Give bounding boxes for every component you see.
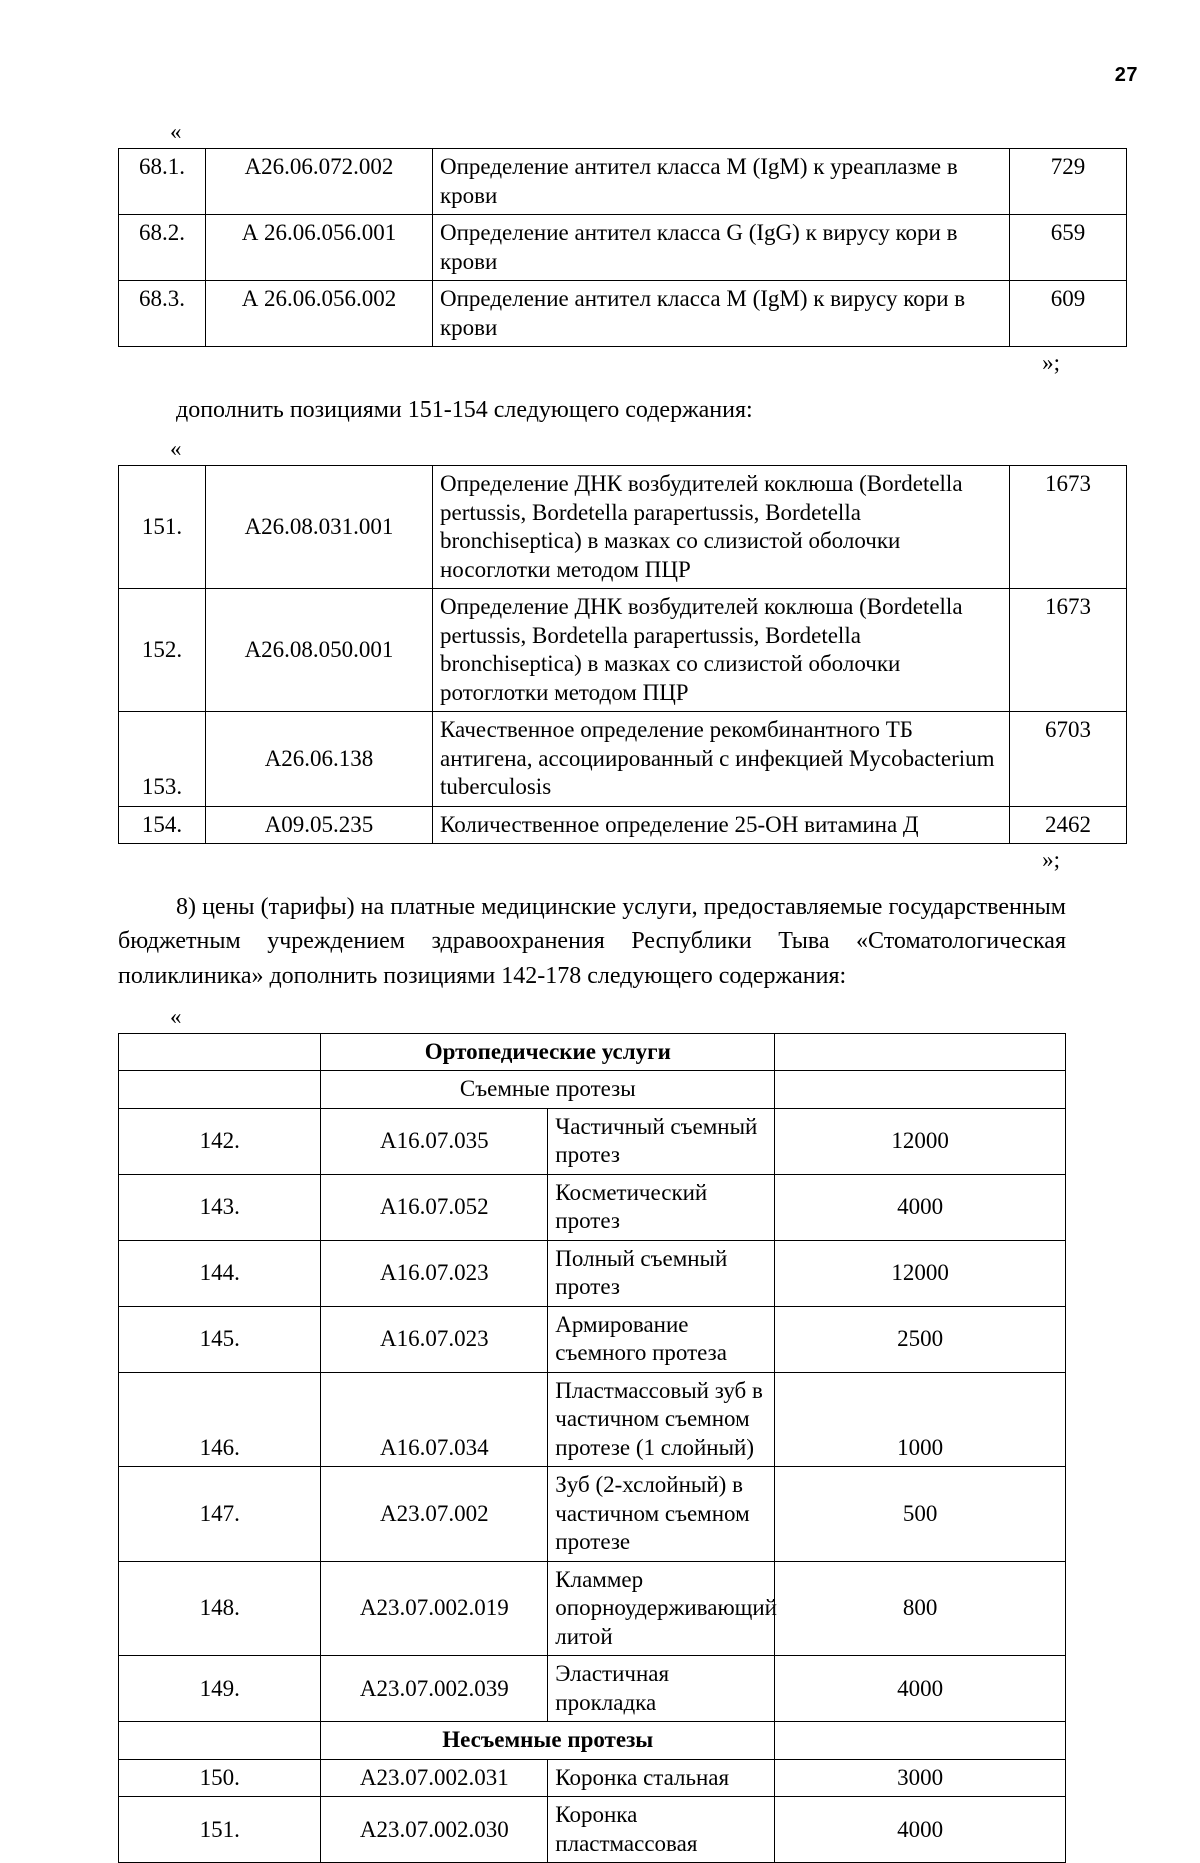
row-number: 68.1. bbox=[119, 149, 206, 215]
row-number: 147. bbox=[119, 1467, 321, 1562]
service-price: 800 bbox=[775, 1561, 1066, 1656]
service-code: А16.07.035 bbox=[321, 1108, 548, 1174]
subsection-title-fixed: Несъемные протезы bbox=[321, 1722, 775, 1760]
table-row bbox=[119, 149, 1127, 215]
service-name: Полный съемный протез bbox=[548, 1240, 775, 1306]
service-price: 6703 bbox=[1010, 712, 1127, 807]
table-row bbox=[119, 1656, 1066, 1722]
service-code: А26.08.031.001 bbox=[206, 466, 433, 589]
service-price: 2462 bbox=[1010, 806, 1127, 844]
service-code: А23.07.002.039 bbox=[321, 1656, 548, 1722]
page-number: 27 bbox=[1114, 64, 1138, 86]
service-price: 3000 bbox=[775, 1759, 1066, 1797]
service-name: Определение антител класса М (IgM) к уреаплазме в крови bbox=[433, 149, 1010, 215]
row-number: 153. bbox=[119, 712, 206, 807]
service-price: 2500 bbox=[775, 1306, 1066, 1372]
table-antibody-tests bbox=[118, 148, 1127, 347]
empty-cell bbox=[775, 1033, 1066, 1071]
service-code: А16.07.052 bbox=[321, 1174, 548, 1240]
row-number: 151. bbox=[119, 1797, 321, 1863]
service-code: А 26.06.056.002 bbox=[206, 281, 433, 347]
service-price: 12000 bbox=[775, 1108, 1066, 1174]
service-code: А 26.06.056.001 bbox=[206, 215, 433, 281]
service-code: А26.06.138 bbox=[206, 712, 433, 807]
table-row bbox=[119, 712, 1127, 807]
service-name: Качественное определение рекомбинантного ТБ антигена, ассоциированный с инфекцией Mycobacterium tuberculosis bbox=[433, 712, 1010, 807]
service-code: А09.05.235 bbox=[206, 806, 433, 844]
empty-cell bbox=[119, 1722, 321, 1760]
service-code: А23.07.002.019 bbox=[321, 1561, 548, 1656]
service-code: А23.07.002.031 bbox=[321, 1759, 548, 1797]
row-number: 143. bbox=[119, 1174, 321, 1240]
table-row bbox=[119, 1372, 1066, 1467]
service-name: Коронка стальная bbox=[548, 1759, 775, 1797]
service-price: 1673 bbox=[1010, 466, 1127, 589]
service-price: 659 bbox=[1010, 215, 1127, 281]
service-name: Определение ДНК возбудителей коклюша (Bordetella pertussis, Bordetella parapertussis, Bordetella bronchiseptica) в мазках со слизистой оболочки носоглотки методом ПЦР bbox=[433, 466, 1010, 589]
quote-close-marker-1: »; bbox=[1042, 350, 1060, 376]
service-name: Коронка пластмассовая bbox=[548, 1797, 775, 1863]
section-title-orthopedic: Ортопедические услуги bbox=[321, 1033, 775, 1071]
row-number: 145. bbox=[119, 1306, 321, 1372]
empty-cell bbox=[119, 1033, 321, 1071]
quote-close-marker-2: »; bbox=[1042, 847, 1060, 873]
table-row bbox=[119, 281, 1127, 347]
empty-cell bbox=[119, 1071, 321, 1109]
service-price: 609 bbox=[1010, 281, 1127, 347]
service-code: А26.06.072.002 bbox=[206, 149, 433, 215]
service-code: А23.07.002.030 bbox=[321, 1797, 548, 1863]
service-code: А16.07.023 bbox=[321, 1306, 548, 1372]
table-row bbox=[119, 1561, 1066, 1656]
row-number: 149. bbox=[119, 1656, 321, 1722]
service-price: 4000 bbox=[775, 1656, 1066, 1722]
service-name: Определение антител класса М (IgM) к вирусу кори в крови bbox=[433, 281, 1010, 347]
table-row bbox=[119, 1797, 1066, 1863]
service-code: А16.07.034 bbox=[321, 1372, 548, 1467]
quote-open-marker-3: « bbox=[170, 1003, 182, 1029]
table-row bbox=[119, 1108, 1066, 1174]
quote-open-marker-2: « bbox=[170, 436, 182, 462]
table-row bbox=[119, 215, 1127, 281]
row-number: 68.2. bbox=[119, 215, 206, 281]
service-price: 500 bbox=[775, 1467, 1066, 1562]
table-row bbox=[119, 1306, 1066, 1372]
table-row bbox=[119, 1240, 1066, 1306]
service-name: Кламмер опорноудерживающий литой bbox=[548, 1561, 775, 1656]
service-code: А16.07.023 bbox=[321, 1240, 548, 1306]
row-number: 144. bbox=[119, 1240, 321, 1306]
service-name: Определение антител класса G (IgG) к вирусу кори в крови bbox=[433, 215, 1010, 281]
row-number: 148. bbox=[119, 1561, 321, 1656]
paragraph-item-8: 8) цены (тарифы) на платные медицинские услуги, предоставляемые государственным бюджетным учреждением здравоохранения Республики Тыва «Стоматологическая поликлиника» дополнить позициями 142-178 следующего содержания: bbox=[118, 894, 1066, 989]
row-number: 154. bbox=[119, 806, 206, 844]
table-row bbox=[119, 1174, 1066, 1240]
row-number: 151. bbox=[119, 466, 206, 589]
service-code: А23.07.002 bbox=[321, 1467, 548, 1562]
paragraph-add-positions: дополнить позициями 151-154 следующего содержания: bbox=[176, 397, 753, 424]
service-name: Армирование съемного протеза bbox=[548, 1306, 775, 1372]
row-number: 152. bbox=[119, 589, 206, 712]
page-content bbox=[118, 119, 1091, 1863]
row-number: 142. bbox=[119, 1108, 321, 1174]
table-subsection-header-row bbox=[119, 1722, 1066, 1760]
service-name: Косметический протез bbox=[548, 1174, 775, 1240]
table-orthopedic-services bbox=[118, 1033, 1066, 1863]
table-subsection-header-row bbox=[119, 1071, 1066, 1109]
service-price: 12000 bbox=[775, 1240, 1066, 1306]
service-price: 729 bbox=[1010, 149, 1127, 215]
table-section-header-row bbox=[119, 1033, 1066, 1071]
service-name: Зуб (2-хслойный) в частичном съемном протезе bbox=[548, 1467, 775, 1562]
table-row bbox=[119, 1467, 1066, 1562]
service-price: 4000 bbox=[775, 1797, 1066, 1863]
subsection-title-removable: Съемные протезы bbox=[321, 1071, 775, 1109]
service-name: Определение ДНК возбудителей коклюша (Bordetella pertussis, Bordetella parapertussis, Bordetella bronchiseptica) в мазках со слизистой оболочки ротоглотки методом ПЦР bbox=[433, 589, 1010, 712]
row-number: 150. bbox=[119, 1759, 321, 1797]
service-price: 1000 bbox=[775, 1372, 1066, 1467]
service-name: Пластмассовый зуб в частичном съемном протезе (1 слойный) bbox=[548, 1372, 775, 1467]
empty-cell bbox=[775, 1722, 1066, 1760]
service-code: А26.08.050.001 bbox=[206, 589, 433, 712]
table-row bbox=[119, 1759, 1066, 1797]
service-name: Эластичная прокладка bbox=[548, 1656, 775, 1722]
table-row bbox=[119, 589, 1127, 712]
table-row bbox=[119, 466, 1127, 589]
service-name: Частичный съемный протез bbox=[548, 1108, 775, 1174]
row-number: 68.3. bbox=[119, 281, 206, 347]
row-number: 146. bbox=[119, 1372, 321, 1467]
service-price: 1673 bbox=[1010, 589, 1127, 712]
service-name: Количественное определение 25-ОН витамина Д bbox=[433, 806, 1010, 844]
quote-open-marker-1: « bbox=[170, 119, 182, 144]
table-pcr-tests bbox=[118, 465, 1127, 844]
empty-cell bbox=[775, 1071, 1066, 1109]
table-row bbox=[119, 806, 1127, 844]
service-price: 4000 bbox=[775, 1174, 1066, 1240]
